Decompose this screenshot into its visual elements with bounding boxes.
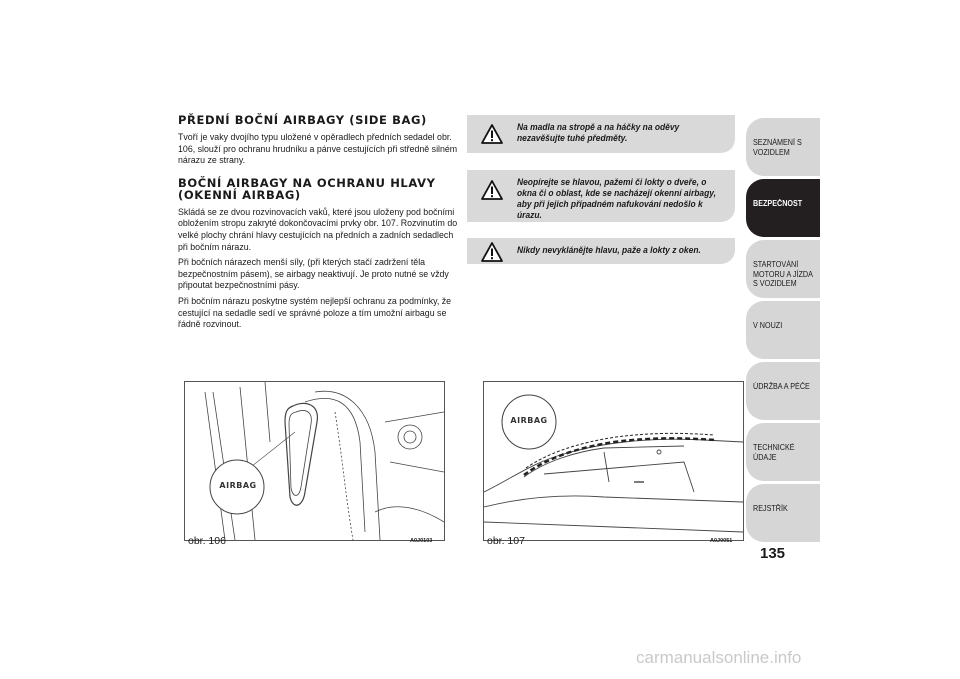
airbag-badge: AIRBAG: [510, 416, 548, 425]
tab-label: V NOUZI: [753, 321, 783, 330]
tab-label: ÚDRŽBA A PÉČE: [753, 382, 810, 391]
paragraph-window-bag: Skládá se ze dvou rozvinovacích vaků, které jsou uloženy pod bočními obložením stropu zakryté dokončovacími prvky obr. 107. Rozvinutím do velké plochy chrání hlavy cestujících na předních a zadních sedadlech při bočním nárazu.: [178, 206, 458, 253]
tab-technicke-udaje[interactable]: [746, 423, 820, 481]
tab-label: SEZNÁMENÍ S VOZIDLEM: [753, 138, 802, 157]
tab-rejstrik[interactable]: [746, 484, 820, 542]
main-text-column: [178, 114, 460, 335]
warning-box-hooks: [467, 115, 735, 153]
tab-udrzba[interactable]: [746, 362, 820, 420]
figure-106-code: A0J0103: [410, 538, 433, 544]
tab-label: BEZPEČNOST: [753, 199, 803, 208]
seat-airbag-illustration: [185, 382, 444, 540]
tab-label: REJSTŘÍK: [753, 504, 788, 513]
tab-seznameni[interactable]: [746, 118, 820, 176]
tab-bezpecnost[interactable]: [746, 179, 820, 237]
tab-startovani[interactable]: [746, 240, 820, 298]
figure-106-seat-airbag: [184, 381, 445, 541]
figure-107-label: obr. 107: [487, 535, 525, 547]
figure-107-window-airbag: [483, 381, 744, 541]
heading-side-bag: PŘEDNÍ BOČNÍ AIRBAGY (SIDE BAG): [178, 113, 427, 127]
warning-box-lean: [467, 170, 735, 222]
paragraph-side-bag: Tvoří je vaky dvojího typu uložené v opěradlech předních sedadel obr. 106, slouží pro ochranu hrudníku a pánve cestujících při středně silném nárazu ze strany.: [178, 132, 458, 167]
figure-106-label: obr. 106: [188, 535, 226, 547]
page-number: 135: [760, 545, 786, 562]
warning-text-hooks: Na madla na stropě a na háčky na oděvy nezavěšujte tuhé předměty.: [517, 121, 680, 143]
warning-text-window: Nikdy nevyklánějte hlavu, paže a lokty z oken.: [517, 244, 701, 255]
warning-triangle-icon: [481, 180, 503, 200]
warning-triangle-icon: [481, 124, 503, 144]
airbag-badge: AIRBAG: [219, 481, 257, 490]
warning-text-lean: Neopírejte se hlavou, pažemi či lokty o dveře, o okna či o oblast, kde se nacházejí okenní airbagy, aby při jejich případném nafukování nedošlo k úrazu.: [517, 176, 716, 220]
paragraph-low-impact: Při bočních nárazech menší síly, (při kterých stačí zadržení těla bezpečnostním pásem), se airbagy neaktivují. Je proto nutné se vždy připoutat bezpečnostními pásy.: [178, 257, 449, 292]
warning-box-window: [467, 238, 735, 264]
tab-label: TECHNICKÉ ÚDAJE: [753, 443, 795, 462]
figure-107-code: A0J0051: [710, 538, 733, 544]
window-airbag-illustration: [484, 382, 743, 540]
heading-window-bag: BOČNÍ AIRBAGY NA OCHRANU HLAVY (OKENNÍ AIRBAG): [178, 175, 436, 202]
paragraph-best-protection: Při bočním nárazu poskytne systém nejlepší ochranu za podmínky, že cestující na sedadle sedí ve správné poloze a tím umožní airbagu se řádně rozvinout.: [178, 295, 452, 331]
tab-label: STARTOVÁNÍ MOTORU A JÍZDA S VOZIDLEM: [753, 260, 813, 288]
warning-triangle-icon: [481, 242, 503, 262]
watermark: carmanualsonline.info: [636, 648, 802, 667]
tab-v-nouzi[interactable]: [746, 301, 820, 359]
